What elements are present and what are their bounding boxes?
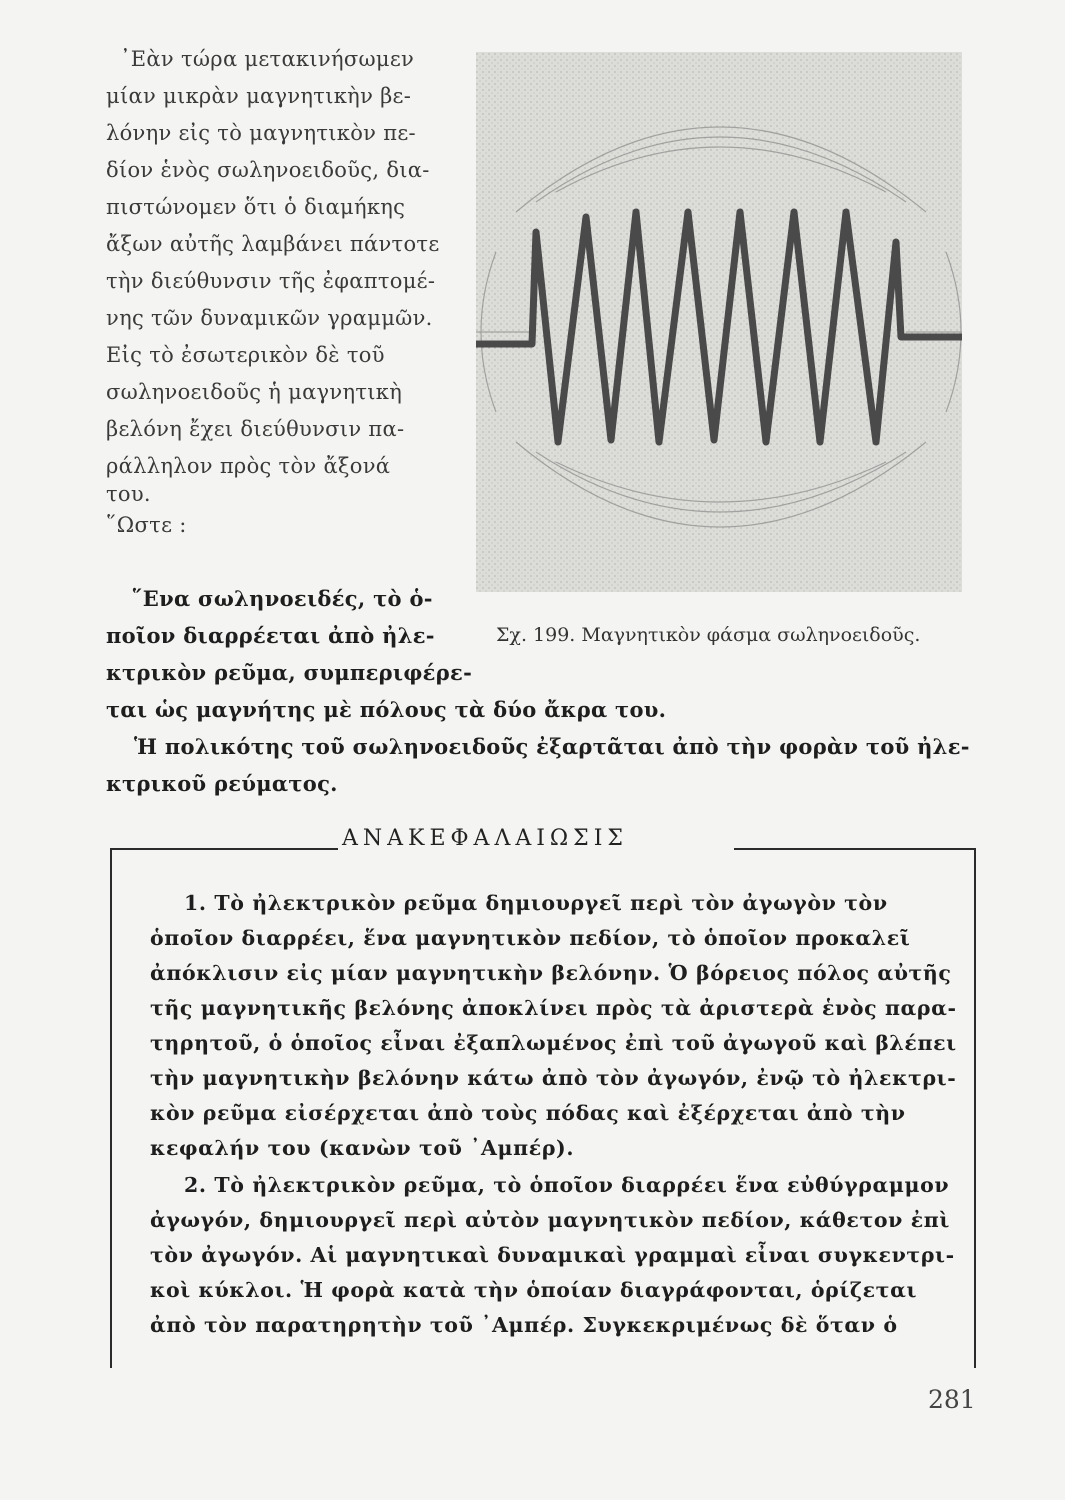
figure-caption: Σχ. 199. Μαγνητικὸν φάσμα σωληνοειδοῦς.	[496, 624, 921, 646]
text-line: τὴν διεύθυνσιν τῆς ἐφαπτομέ-	[106, 269, 436, 293]
text-line: λόνην εἰς τὸ μαγνητικὸν πε-	[106, 121, 416, 145]
summary-line: 1. Τὸ ἠλεκτρικὸν ρεῦμα δημιουργεῖ περὶ τὸν ἀγωγὸν τὸν	[184, 891, 888, 915]
summary-rule-left	[110, 848, 338, 850]
text-line: ᾿Εὰν τώρα μετακινήσωμεν	[120, 47, 415, 71]
text-line: βελόνη ἔχει διεύθυνσιν πα-	[106, 417, 405, 441]
summary-line: τὸν ἀγωγόν. Αἱ μαγνητικαὶ δυναμικαὶ γραμμαὶ εἶναι συγκεντρι-	[150, 1243, 955, 1267]
summary-line: ὁποῖον διαρρέει, ἕνα μαγνητικὸν πεδίον, τὸ ὁποῖον προκαλεῖ	[150, 926, 911, 950]
summary-line: τὴν μαγνητικὴν βελόνην κάτω ἀπὸ τὸν ἀγωγόν, ἐνῷ τὸ ἠλεκτρι-	[150, 1066, 957, 1090]
text-line: πιστώνομεν ὅτι ὁ διαμήκης	[106, 195, 406, 219]
bold-line: κτρικὸν ρεῦμα, συμπεριφέρε-	[106, 660, 473, 685]
summary-title: ΑΝΑΚΕΦΑΛΑΙΩΣΙΣ	[342, 826, 628, 851]
text-line: νης τῶν δυναμικῶν γραμμῶν.	[106, 306, 433, 330]
bold-line: ται ὡς μαγνήτης μὲ πόλους τὰ δύο ἄκρα του.	[106, 697, 667, 722]
text-line: ἄξων αὐτῆς λαμβάνει πάντοτε	[106, 232, 440, 256]
text-line: ράλληλον πρὸς τὸν ἄξονά	[106, 454, 391, 478]
solenoid-figure	[476, 52, 962, 592]
bold-line: κτρικοῦ ρεύματος.	[106, 771, 338, 796]
text-line: Εἰς τὸ ἐσωτερικὸν δὲ τοῦ	[106, 343, 385, 367]
text-line: ῞Ωστε :	[106, 513, 187, 537]
bold-line: Ἡ πολικότης τοῦ σωληνοειδοῦς ἐξαρτᾶται ἀπὸ τὴν φορὰν τοῦ ἠλε-	[134, 734, 970, 759]
summary-line: τῆς μαγνητικῆς βελόνης ἀποκλίνει πρὸς τὰ ἀριστερὰ ἑνὸς παρα-	[150, 996, 957, 1020]
text-line: σωληνοειδοῦς ἡ μαγνητικὴ	[106, 380, 403, 404]
summary-rule-right	[734, 848, 974, 850]
summary-line: κεφαλήν του (κανὼν τοῦ ᾿Αμπέρ).	[150, 1136, 575, 1160]
page-number: 281	[928, 1385, 976, 1414]
summary-line: κὸν ρεῦμα εἰσέρχεται ἀπὸ τοὺς πόδας καὶ ἐξέρχεται ἀπὸ τὴν	[150, 1101, 906, 1125]
bold-line: ῞Ενα σωληνοειδές, τὸ ὁ-	[132, 586, 433, 611]
summary-line: ἀπόκλισιν εἰς μίαν μαγνητικὴν βελόνην. Ὁ βόρειος πόλος αὐτῆς	[150, 961, 952, 985]
summary-line: κοὶ κύκλοι. Ἡ φορὰ κατὰ τὴν ὁποίαν διαγράφονται, ὁρίζεται	[150, 1278, 917, 1302]
summary-line: ἀπὸ τὸν παρατηρητὴν τοῦ ᾿Αμπέρ. Συγκεκριμένως δὲ ὅταν ὁ	[150, 1313, 898, 1337]
text-line: δίον ἑνὸς σωληνοειδοῦς, δια-	[106, 158, 430, 182]
bold-line: ποῖον διαρρέεται ἀπὸ ἠλε-	[106, 623, 435, 648]
text-line: μίαν μικρὰν μαγνητικὴν βε-	[106, 84, 412, 108]
solenoid-field-image	[476, 52, 962, 592]
summary-line: ἀγωγόν, δημιουργεῖ περὶ αὐτὸν μαγνητικὸν πεδίον, κάθετον ἐπὶ	[150, 1208, 950, 1232]
text-line: του.	[106, 482, 151, 506]
summary-line: 2. Τὸ ἠλεκτρικὸν ρεῦμα, τὸ ὁποῖον διαρρέει ἕνα εὐθύγραμμον	[184, 1173, 950, 1197]
summary-line: τηρητοῦ, ὁ ὁποῖος εἶναι ἐξαπλωμένος ἐπὶ τοῦ ἀγωγοῦ καὶ βλέπει	[150, 1031, 957, 1055]
